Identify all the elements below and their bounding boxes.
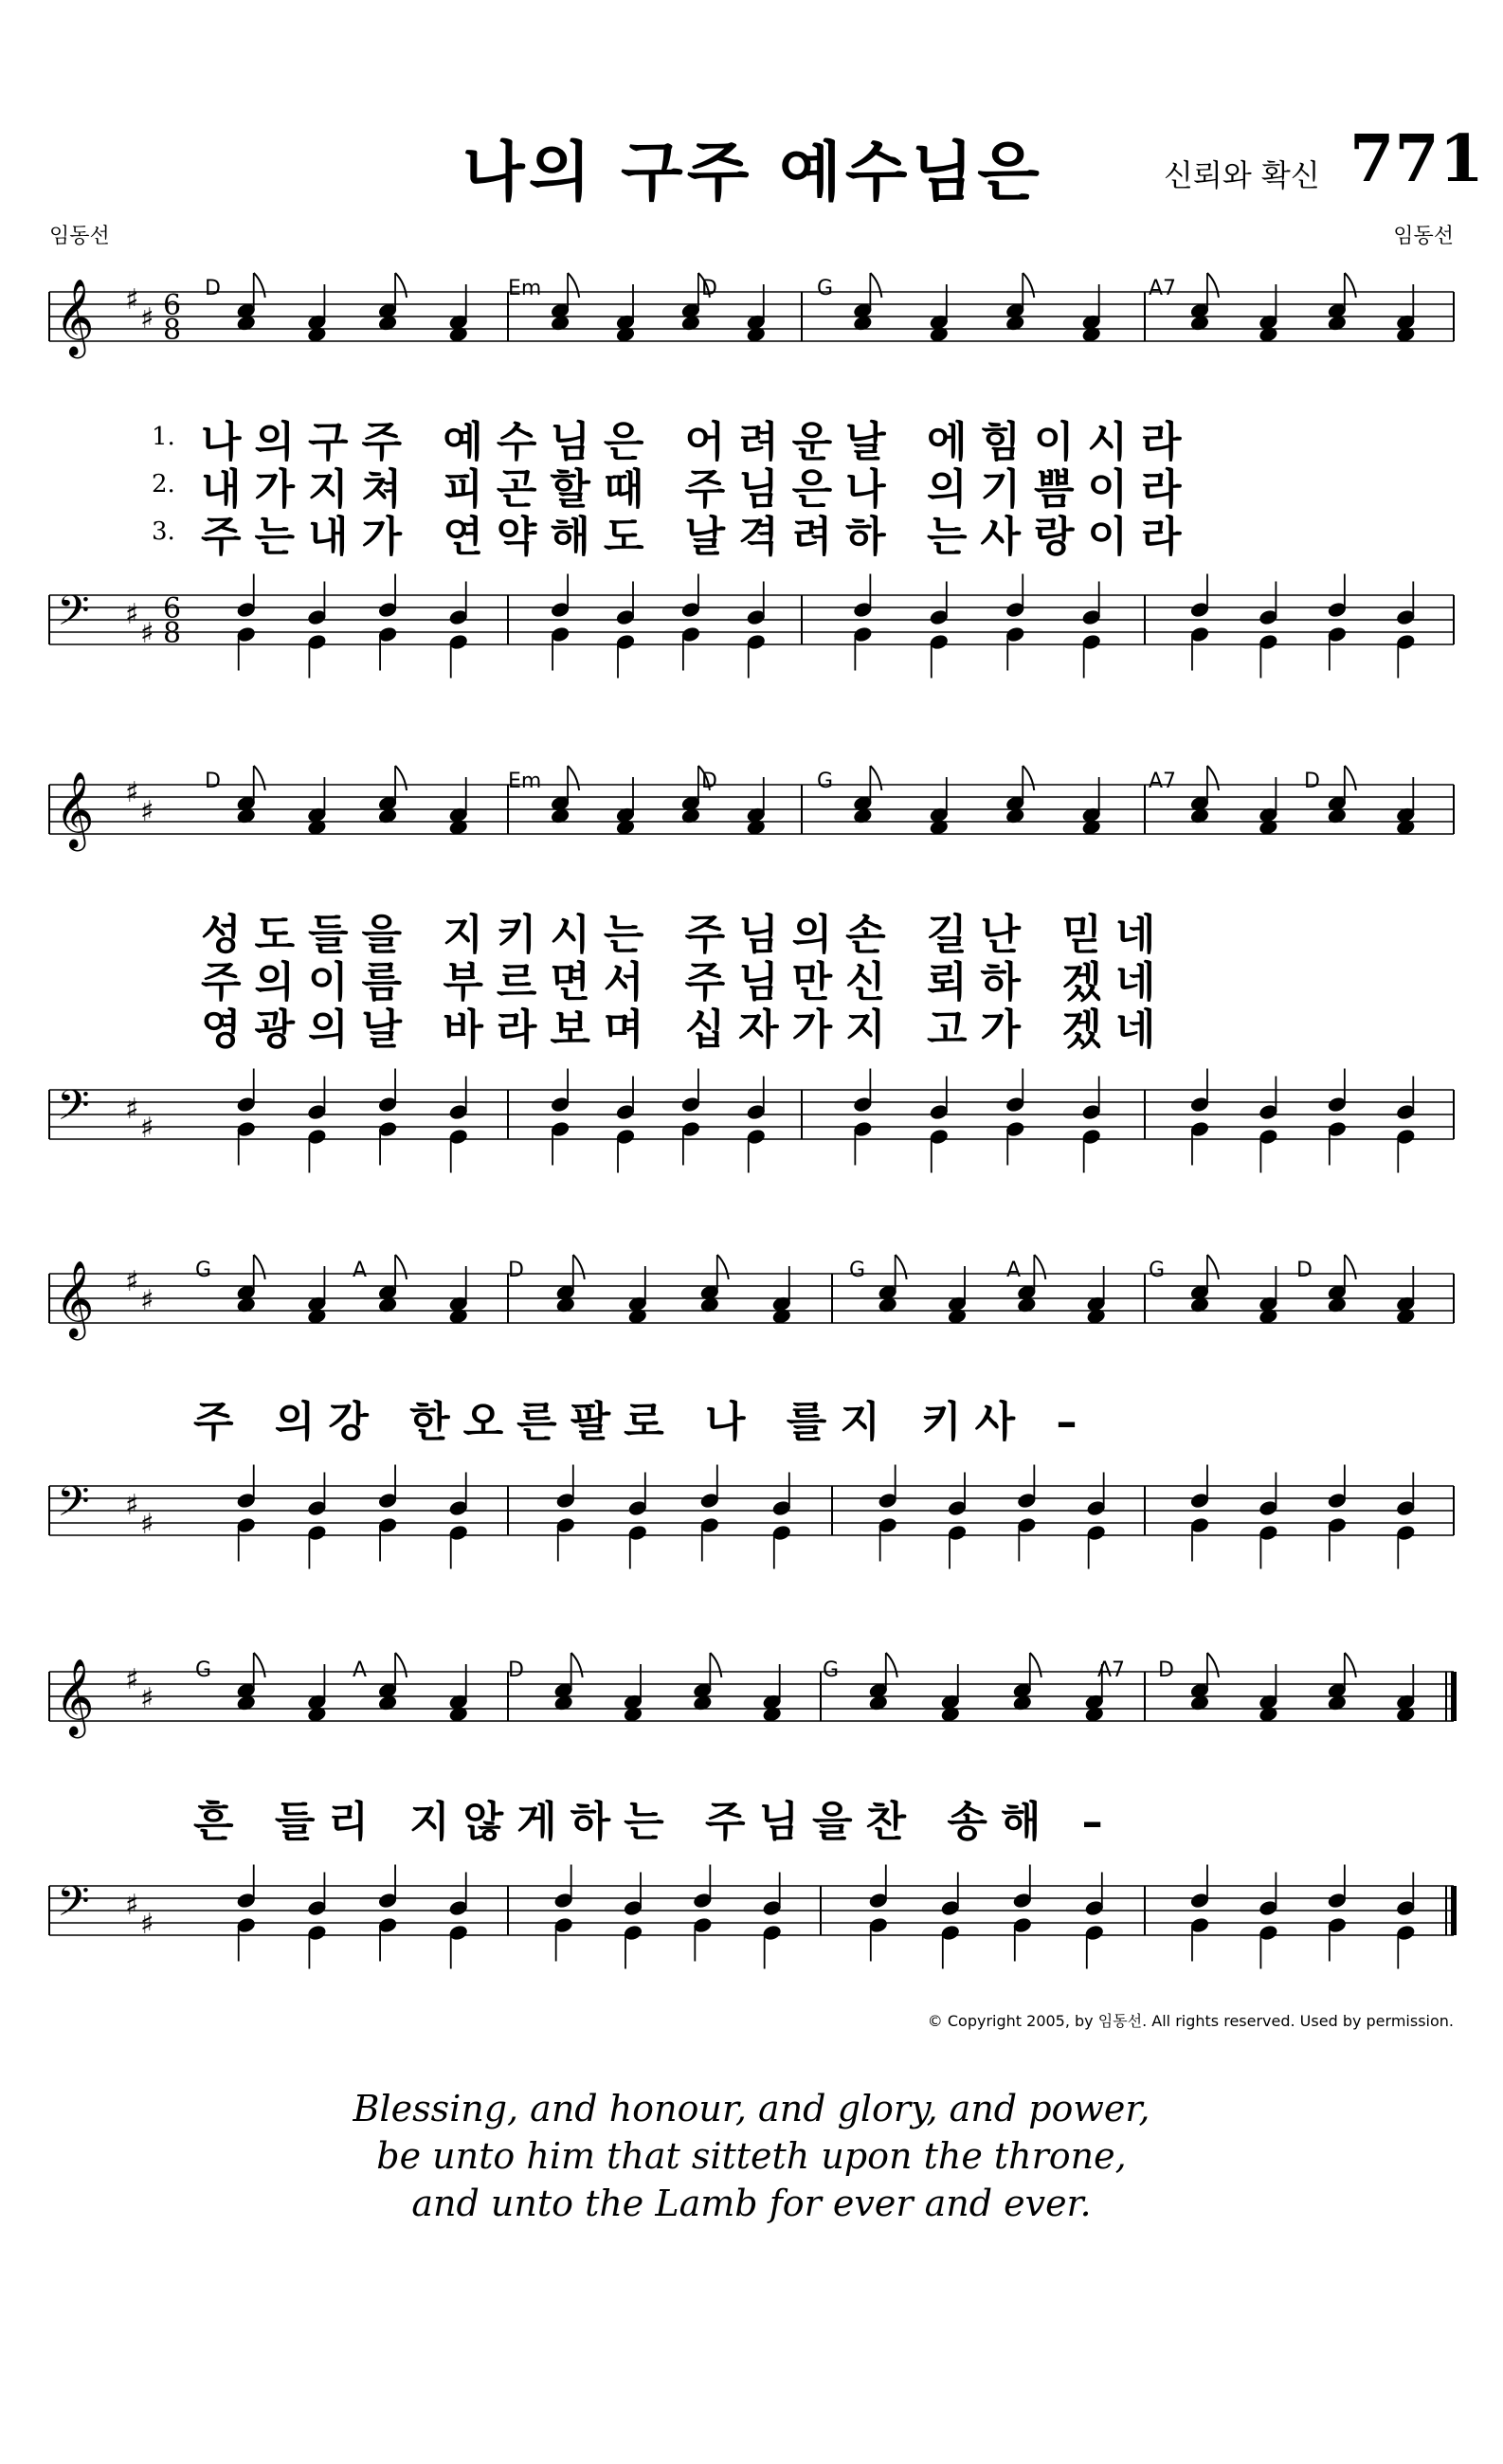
chord-label: D	[701, 277, 717, 300]
chord-label: D	[205, 277, 221, 300]
scripture-line: be unto him that sitteth upon the throne,	[376, 2135, 1127, 2177]
chord-label: A7	[1149, 277, 1177, 300]
svg-text:♯: ♯	[140, 1908, 154, 1941]
chord-label: D	[1296, 1259, 1313, 1282]
hymn-number: 771	[1349, 121, 1484, 197]
svg-text:8: 8	[163, 617, 182, 650]
chord-label: G	[817, 770, 834, 793]
svg-text:♯: ♯	[125, 598, 139, 631]
svg-text:♯: ♯	[140, 795, 154, 828]
svg-text:♯: ♯	[125, 1889, 139, 1922]
svg-text:♯: ♯	[140, 617, 154, 650]
chord-label: G	[195, 1658, 212, 1682]
composer-credit: 임동선	[1393, 225, 1454, 248]
svg-text:𝄢: 𝄢	[57, 1477, 90, 1536]
chord-label: D	[1304, 770, 1320, 793]
svg-text:𝄢: 𝄢	[57, 1876, 90, 1936]
svg-text:♯: ♯	[125, 1265, 139, 1298]
svg-text:♯: ♯	[140, 1112, 154, 1145]
chord-label: A	[1006, 1259, 1022, 1282]
svg-text:𝄞: 𝄞	[55, 770, 95, 848]
chord-label: D	[701, 770, 717, 793]
svg-text:𝄞: 𝄞	[55, 1658, 95, 1735]
copyright-notice: © Copyright 2005, by 임동선. All rights reserved. Used by permission.	[927, 2012, 1454, 2030]
lyric-line: 흔 들리 지않게하는 주님을찬 송해 –	[193, 1798, 1116, 1846]
svg-text:♯: ♯	[125, 283, 139, 317]
svg-text:♯: ♯	[140, 302, 154, 335]
svg-text:6: 6	[163, 592, 182, 625]
scripture-line: and unto the Lamb for ever and ever.	[411, 2183, 1092, 2224]
svg-text:8: 8	[163, 314, 182, 347]
chord-label: G	[817, 277, 834, 300]
scripture-line: Blessing, and honour, and glory, and power,	[353, 2088, 1150, 2129]
chord-label: A	[353, 1259, 368, 1282]
svg-text:♯: ♯	[140, 1284, 154, 1317]
svg-text:𝄞: 𝄞	[55, 278, 95, 355]
verse-number: 1.	[152, 423, 175, 451]
chord-label: G	[823, 1658, 840, 1682]
lyric-line: 주 의강 한오른팔로 나 를지 키사 –	[193, 1398, 1091, 1446]
lyric-line: 주는내가 연약해도 날격려하 는사랑이라	[201, 513, 1195, 561]
svg-text:𝄢: 𝄢	[57, 586, 90, 645]
chord-label: D	[1158, 1658, 1174, 1682]
lyric-line: 내가지쳐 피곤할때 주님은나 의기쁨이라	[201, 465, 1195, 514]
verse-number: 3.	[152, 517, 175, 546]
svg-text:𝄢: 𝄢	[57, 1080, 90, 1140]
lyric-line: 주의이름 부르면서 주님만신 뢰하 겠네	[201, 958, 1169, 1006]
chord-label: D	[508, 1259, 524, 1282]
chord-label: A7	[1149, 770, 1177, 793]
chord-label: Em	[508, 770, 542, 793]
svg-text:♯: ♯	[125, 776, 139, 809]
scripture-quote	[0, 2085, 1503, 2227]
chord-label: D	[508, 1658, 524, 1682]
svg-text:♯: ♯	[125, 1663, 139, 1696]
chord-label: A7	[1097, 1658, 1126, 1682]
svg-text:♯: ♯	[125, 1093, 139, 1126]
svg-text:♯: ♯	[125, 1489, 139, 1522]
lyric-line: 나의구주 예수님은 어려운날 에힘이시라	[201, 418, 1195, 466]
svg-text:♯: ♯	[140, 1508, 154, 1541]
hymn-category: 신뢰와 확신	[1164, 157, 1320, 193]
chord-label: G	[849, 1259, 866, 1282]
hymn-title: 나의 구주 예수님은	[462, 136, 1043, 210]
svg-text:𝄞: 𝄞	[55, 1259, 95, 1337]
chord-label: A	[353, 1658, 368, 1682]
lyric-line: 성도들을 지키시는 주님의손 길난 믿네	[201, 911, 1169, 959]
chord-label: G	[195, 1259, 212, 1282]
chord-label: Em	[508, 277, 542, 300]
chord-label: G	[1149, 1259, 1166, 1282]
chord-label: D	[205, 770, 221, 793]
lyricist-credit: 임동선	[49, 225, 110, 248]
lyric-line: 영광의날 바라보며 십자가지 고가 겠네	[201, 1006, 1169, 1054]
svg-text:♯: ♯	[140, 1682, 154, 1715]
verse-number: 2.	[152, 470, 175, 498]
svg-text:6: 6	[163, 289, 182, 322]
